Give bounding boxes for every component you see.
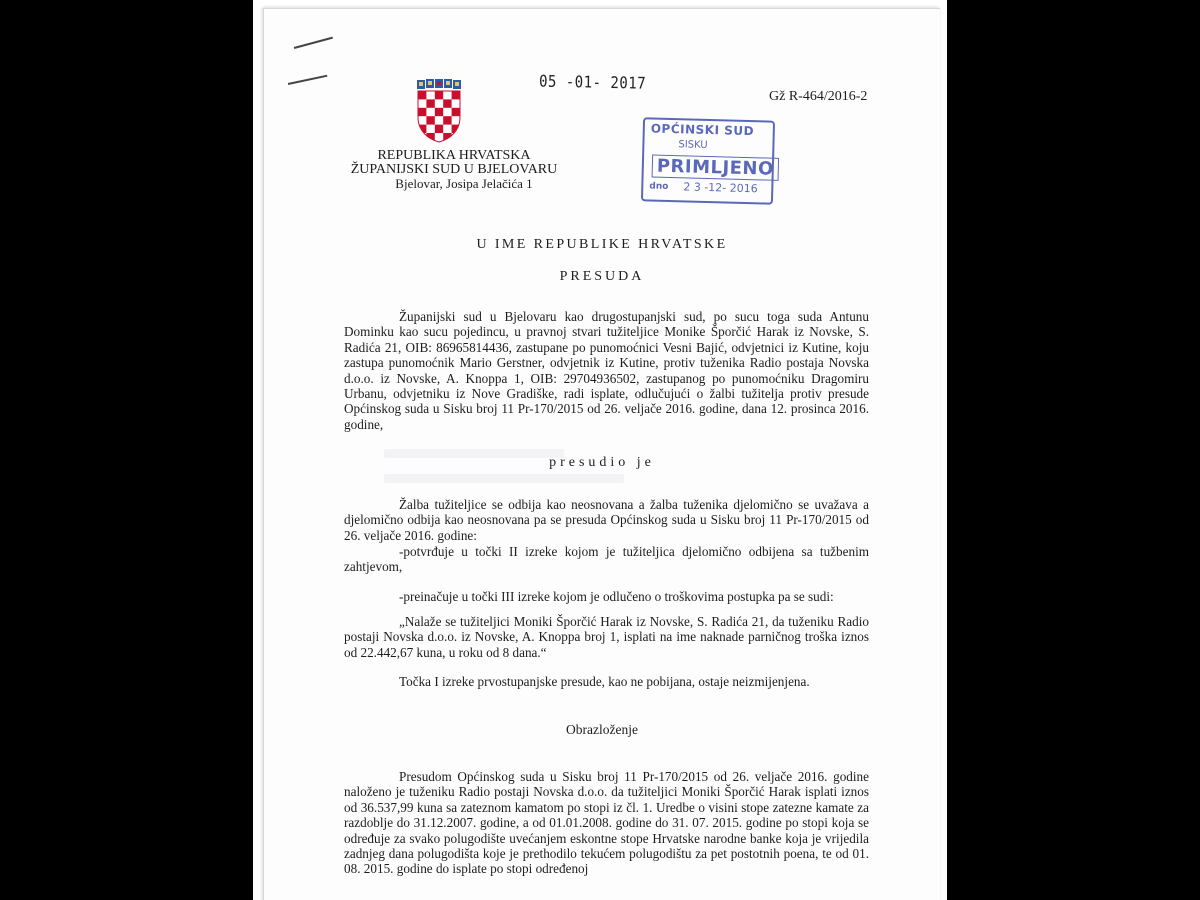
court-address: Bjelovar, Josipa Jelačića 1 — [395, 176, 533, 191]
awarded-costs-quote: „Nalaže se tužiteljici Moniki Šporčić Harak iz Novske, S. Radića 21, da tuženiku Radio postaji Novska d.o.o. iz Novske, A. Knoppa broj 1, isplati na ime naknade parničnog troška iznos od 22.442,67 kuna, u roku od 8 dana.“ — [344, 614, 869, 660]
received-date-handwritten: 05 -01- 2017 — [538, 72, 647, 94]
stamp-dano: dno — [649, 181, 669, 192]
case-number: Gž R-464/2016-2 — [769, 89, 868, 104]
croatian-coat-of-arms-icon — [416, 79, 462, 143]
scan-area — [253, 0, 947, 900]
reasoning-paragraph: Presudom Općinskog suda u Sisku broj 11 Pr-170/2015 od 26. veljače 2016. godine naloženo je tuženiku Radio postaji Novska d.o.o. da tužiteljici Moniki Šporčić Harak isplati iznos od 36.537,99 kuna sa zateznom kamatom po stopi iz čl. 1. Uredbe o visini stope zatezne kamate za razdoblje do 31.12.2007. godine, a od 01.01.2008. godine do 31. 07. 2015. godine po stopi koja se određuje za svako polugodište uvećanjem eskontne stope Hrvatske narodne banke koja je vrijedila zadnjeg dana polugodišta koje je prethodilo tekućem polugodištu za pet postotnih poena, te od 01. 08. 2015. godine do isplate po stopi određenoj — [344, 769, 869, 877]
reasoning-heading: Obrazloženje — [566, 722, 638, 737]
intro-paragraph: Županijski sud u Bjelovaru kao drugostupanjski sud, po sucu toga suda Antunu Dominku kao sucu pojedincu, u pravnoj stvari tužiteljice Monike Šporčić Harak iz Novske, S. Radića 21, OIB: 86965814436, zastupane po punomoćnici Vesni Bajić, odvjetnici iz Kutine, koju zastupa punomoćnik Mario Gerstner, odvjetnik iz Kutine, protiv tuženika Radio postaja Novska d.o.o. iz Novske, A. Knoppa 1, OIB: 29704936502, zastupanog po punomoćniku Dragomiru Urbanu, odvjetniku iz Nove Gradiške, radi isplate, odlučujući o žalbi tužitelja protiv presude Općinskog suda u Sisku broj 11 Pr-170/2015 od 26. veljače 2016. godine, dana 12. prosinca 2016. godine, — [344, 309, 869, 432]
court-header-line1: REPUBLIKA HRVATSKA — [377, 148, 531, 163]
item-modify: -preinačuje u točki III izreke kojom je odlučeno o troškovima postupka pa se sudi: — [399, 589, 834, 604]
ruling-paragraph: Žalba tužiteljice se odbija kao neosnovana a žalba tuženika djelomično se uvažava a djelomično odbija kao neosnovana pa se presuda Općinskog suda u Sisku broj 11 Pr-170/2015 od 26. veljače 2016. godine: — [344, 497, 869, 543]
stamp-date: 2 3 -12- 2016 — [683, 180, 758, 196]
point-one-unchanged: Točka I izreke prvostupanjske presude, kao ne pobijana, ostaje neizmijenjena. — [399, 674, 810, 689]
document-page — [263, 8, 940, 900]
stamp-received: PRIMLJENO — [652, 155, 780, 181]
court-header-line2: ŽUPANIJSKI SUD U BJELOVARU — [350, 162, 558, 177]
stamp-location: SISKU — [678, 139, 708, 151]
document-subtitle: PRESUDA — [559, 269, 645, 284]
document-title: U IME REPUBLIKE HRVATSKE — [476, 237, 728, 252]
item-confirm: -potvrđuje u točki II izreke kojom je tužiteljica djelomično odbijena sa tužbenim zahtjevom, — [344, 544, 869, 575]
pen-mark — [288, 75, 327, 85]
bleed-through — [384, 474, 624, 483]
court-header — [344, 149, 564, 191]
ruling-heading: presudio je — [549, 455, 655, 470]
pen-mark — [294, 37, 333, 49]
received-stamp — [641, 117, 775, 204]
stamp-court: OPĆINSKI SUD — [650, 121, 755, 139]
